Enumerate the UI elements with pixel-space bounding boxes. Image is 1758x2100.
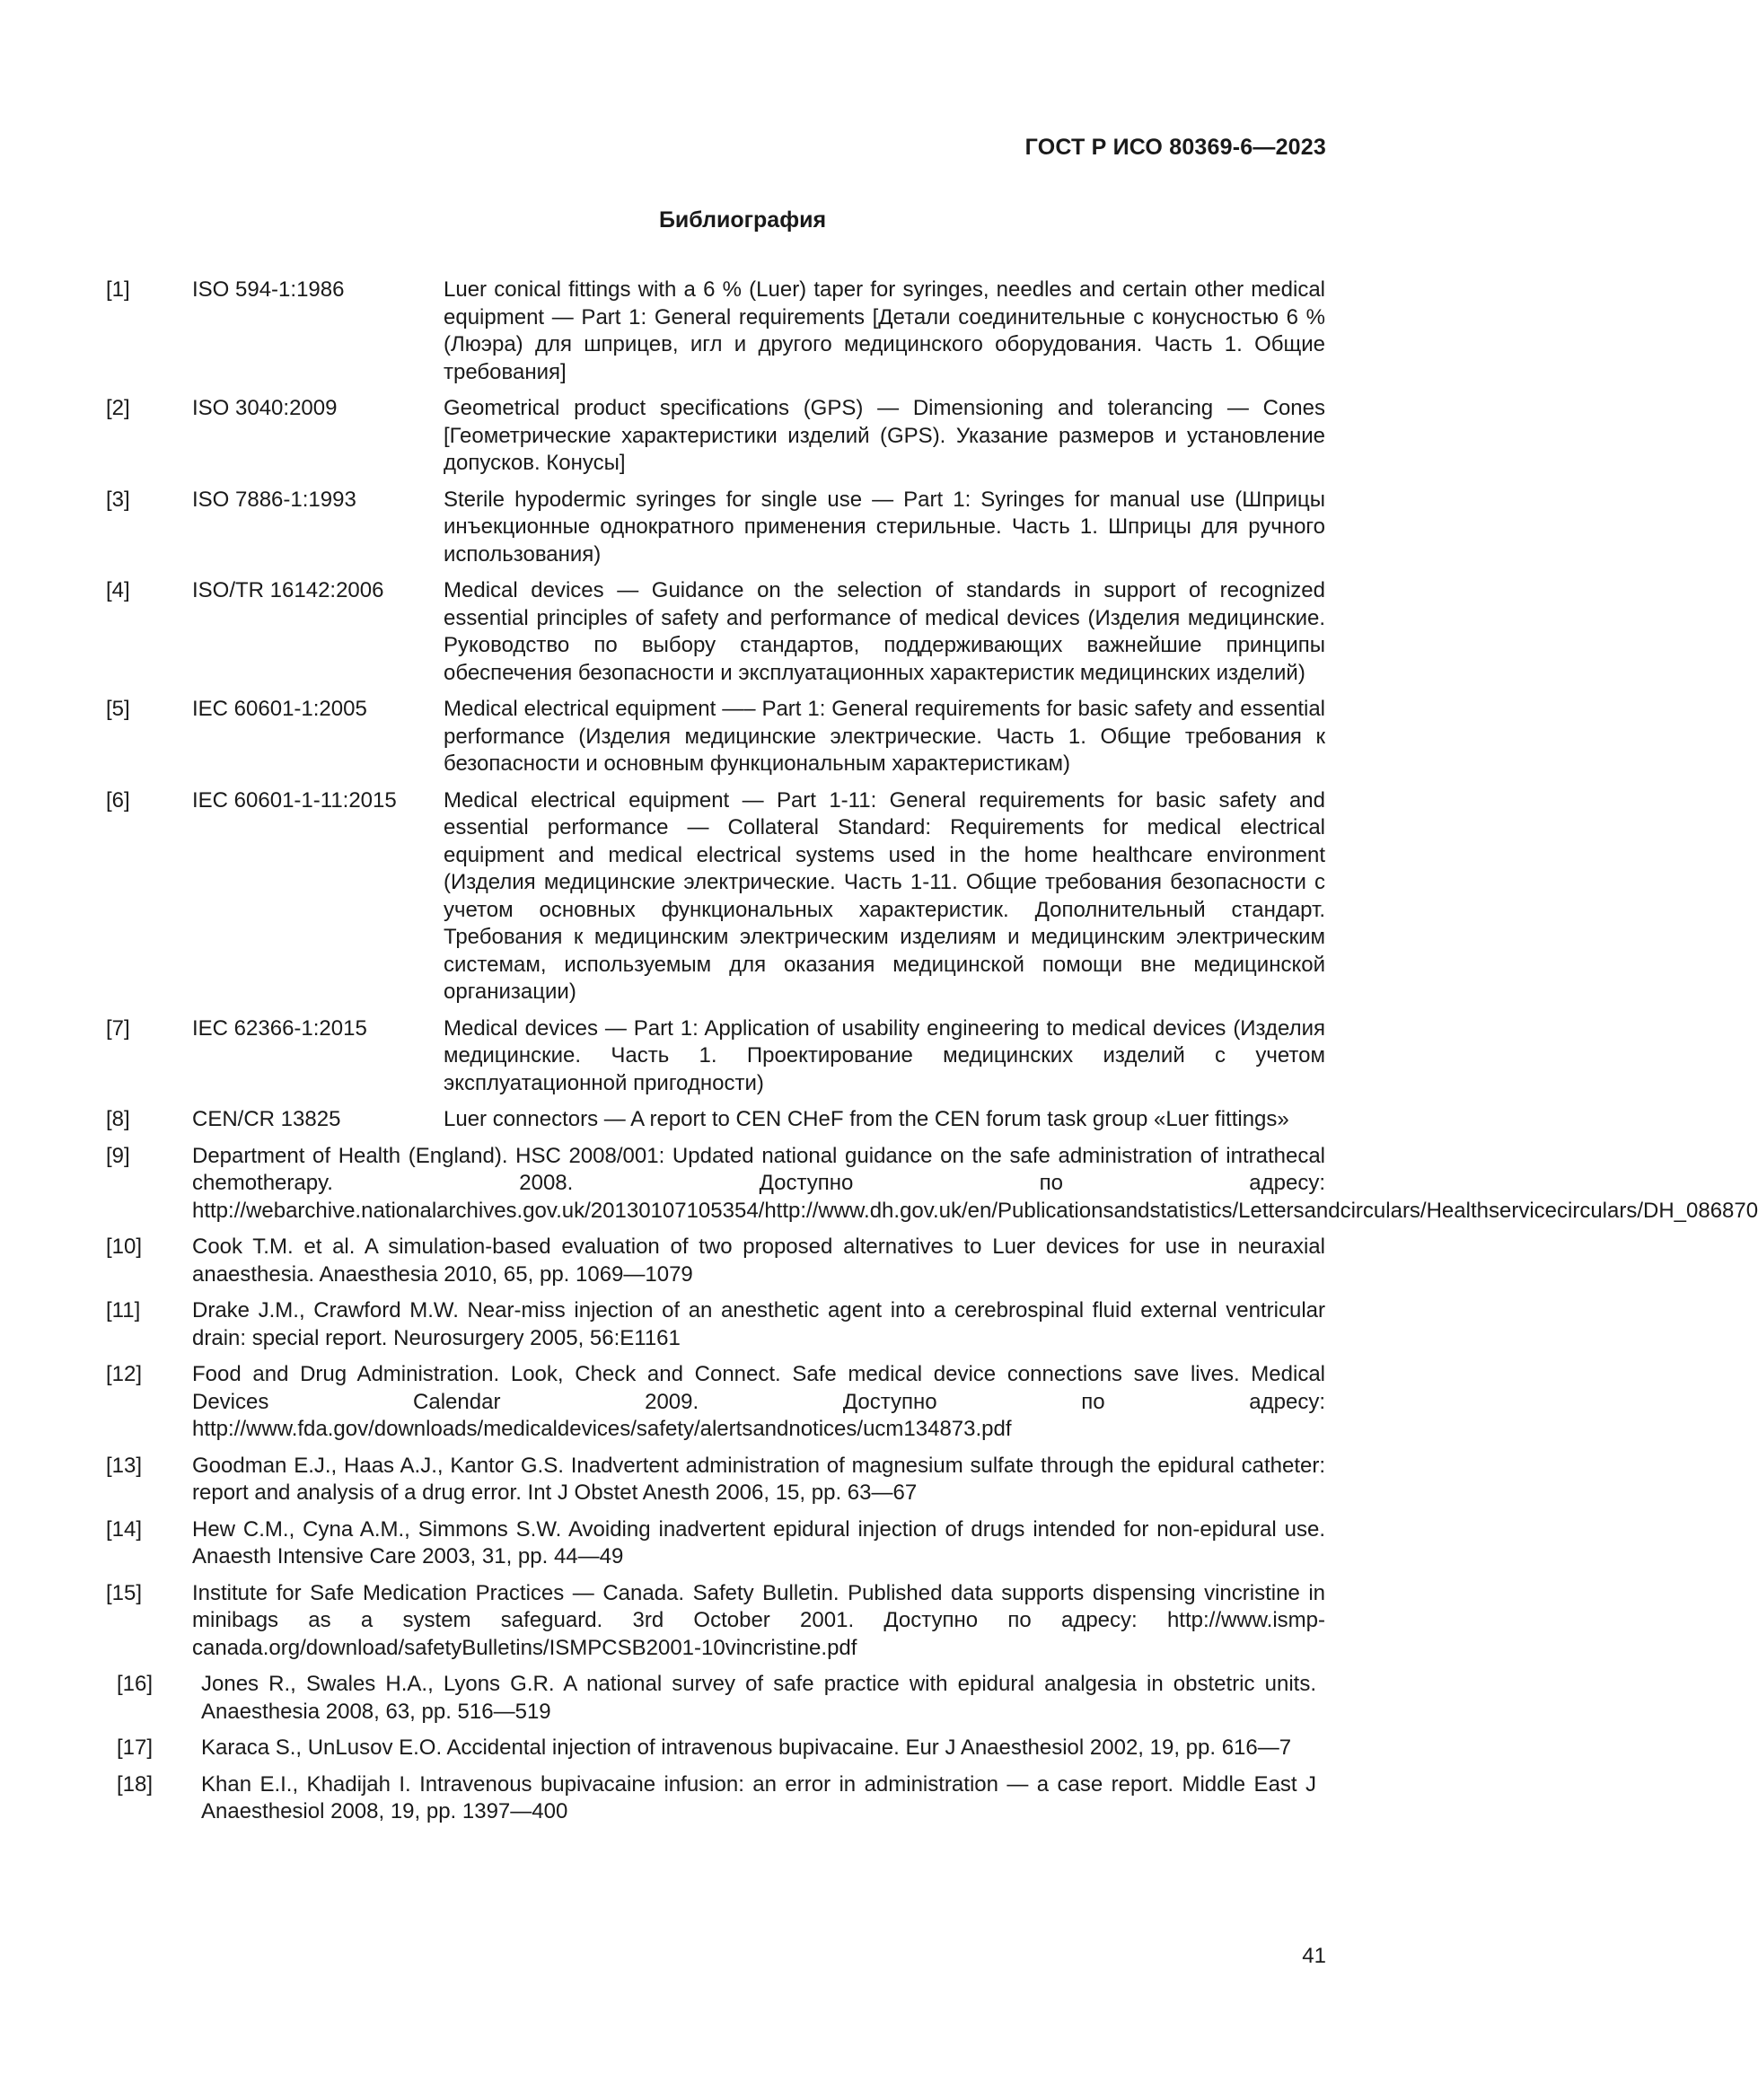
entry-number: [11] <box>106 1298 141 1322</box>
entry-text: Luer conical fittings with a 6 % (Luer) taper for syringes, needles and certain other medical equipment — Part 1: General requirements [Детали соединительные с конусностью 6 % (Люэра) для шприцев, игл и другого медицинского оборудования. Часть 1. Общие требования] <box>444 277 1325 384</box>
entry-text: Khan E.I., Khadijah I. Intravenous bupivacaine infusion: an error in administration — a case report. Middle East J Anaesthesiol 2008, 19, pp. 1397—400 <box>201 1771 1316 1823</box>
bibliography-entry <box>106 1143 1758 1226</box>
entry-text: Medical electrical equipment — Part 1-11: General requirements for basic safety and essential performance — Collateral Standard: Requirements for medical electrical equipment and medical electrical systems used in the home healthcare environment (Изделия медицинские электрические. Часть 1-11. Общие требования безопасности с учетом основных функциональных характеристик. Дополнительный стандарт. Требования к медицинским электрическим изделиям и медицинским электрическим системам, используемым для оказания медицинской помощи вне медицинской организации) <box>444 787 1325 1004</box>
entry-text: Medical devices — Part 1: Application of usability engineering to medical devices (Изделия медицинские. Часть 1. Проектирование медицинских изделий с учетом эксплуатационной пригодности) <box>444 1015 1325 1095</box>
page-title: Библиография <box>658 207 827 233</box>
entry-number: [8] <box>106 1107 130 1131</box>
bibliography-entry <box>106 1771 1325 1826</box>
bibliography-entry <box>106 277 1325 386</box>
bibliography-entry <box>106 1297 1325 1352</box>
entry-text: Medical devices — Guidance on the selection of standards in support of recognized essential principles of safety and performance of medical devices (Изделия медицинские. Руководство по выбору стандартов, поддерживающих важнейшие принципы обеспечения безопасности и эксплуатационных характеристик медицинских изделий) <box>444 578 1325 685</box>
entry-standard-code: ISO 7886-1:1993 <box>192 487 356 512</box>
entry-number: [6] <box>106 787 130 813</box>
bibliography-entry <box>106 577 1325 687</box>
bibliography-entry <box>106 1106 1325 1134</box>
entry-standard-code: ISO/TR 16142:2006 <box>192 578 384 602</box>
entry-number: [16] <box>117 1672 154 1696</box>
entry-number: [4] <box>106 578 130 602</box>
entry-number: [9] <box>106 1143 130 1168</box>
entry-number: [7] <box>106 1015 130 1041</box>
entry-number: [10] <box>106 1235 143 1259</box>
entry-text: Goodman E.J., Haas A.J., Kantor G.S. Inadvertent administration of magnesium sulfate through the epidural catheter: report and analysis of a drug error. Int J Obstet Anesth 2006, 15, pp. 63—67 <box>192 1453 1325 1505</box>
entry-number: [15] <box>106 1580 143 1605</box>
entry-text: Luer connectors — A report to CEN CHeF from the CEN forum task group «Luer fittings» <box>444 1107 1289 1131</box>
bibliography-entry <box>106 1015 1325 1098</box>
entry-number: [2] <box>106 396 130 420</box>
entry-text: Sterile hypodermic syringes for single use — Part 1: Syringes for manual use (Шприцы инъекционные однократного применения стерильные. Часть 1. Шприцы для ручного использования) <box>444 487 1325 567</box>
entry-number: [13] <box>106 1453 143 1478</box>
bibliography-entry <box>106 1361 1325 1444</box>
bibliography-entry <box>106 787 1325 1006</box>
bibliography-entry <box>106 1735 1325 1762</box>
bibliography-list <box>106 277 1758 1835</box>
entry-standard-code: ISO 3040:2009 <box>192 396 338 420</box>
bibliography-entry <box>106 395 1325 478</box>
entry-text: Drake J.M., Crawford M.W. Near-miss injection of an anesthetic agent into a cerebrospinal fluid external ventricular drain: special report. Neurosurgery 2005, 56:E1161 <box>192 1298 1325 1350</box>
entry-standard-code: IEC 62366-1:2015 <box>192 1015 367 1041</box>
entry-text: Jones R., Swales H.A., Lyons G.R. A national survey of safe practice with epidural analgesia in obstetric units. Anaesthesia 2008, 63, pp. 516—519 <box>201 1672 1316 1724</box>
bibliography-entry <box>106 1671 1325 1726</box>
entry-number: [5] <box>106 697 130 721</box>
bibliography-entry <box>106 1234 1325 1288</box>
bibliography-entry <box>106 1453 1325 1507</box>
entry-standard-code: IEC 60601-1-11:2015 <box>192 787 397 813</box>
entry-standard-code: IEC 60601-1:2005 <box>192 697 367 721</box>
bibliography-entry <box>106 1516 1325 1571</box>
entry-text: Medical electrical equipment —– Part 1: General requirements for basic safety and essential performance (Изделия медицинские электрические. Часть 1. Общие требования к безопасности и основным функциональным характеристикам) <box>444 697 1325 776</box>
entry-text: Geometrical product specifications (GPS) — Dimensioning and tolerancing — Cones [Геометрические характеристики изделий (GPS). Указание размеров и установление допусков. Конусы] <box>444 396 1325 475</box>
document-code: ГОСТ Р ИСО 80369-6—2023 <box>1024 135 1326 160</box>
bibliography-entry <box>106 696 1325 778</box>
entry-text: Department of Health (England). HSC 2008/001: Updated national guidance on the safe administration of intrathecal chemotherapy. 2008. Доступно по адресу: http://webarchive.nationalarchives.gov.uk/20130107105354/http://www.dh.gov.uk/en/Publicationsandstatistics/Lettersandcirculars/Healthservicecirculars/DH_086870 <box>192 1143 1758 1223</box>
entry-text: Karaca S., UnLusov E.O. Accidental injection of intravenous bupivacaine. Eur J Anaesthesiol 2002, 19, pp. 616—7 <box>201 1735 1292 1760</box>
bibliography-entry <box>106 487 1325 569</box>
entry-number: [12] <box>106 1362 143 1386</box>
entry-number: [18] <box>117 1771 154 1797</box>
page-number: 41 <box>1302 1944 1326 1968</box>
bibliography-entry <box>106 1580 1325 1663</box>
entry-number: [3] <box>106 487 130 512</box>
entry-text: Cook T.M. et al. A simulation-based evaluation of two proposed alternatives to Luer devices for use in neuraxial anaesthesia. Anaesthesia 2010, 65, pp. 1069—1079 <box>192 1235 1325 1287</box>
entry-text: Institute for Safe Medication Practices — Canada. Safety Bulletin. Published data supports dispensing vincristine in minibags as a system safeguard. 3rd October 2001. Доступно по адресу: http://www.ismp-canada.org/download/safetyBulletins/ISMPCSB2001-10vincristine.pdf <box>192 1580 1325 1660</box>
entry-standard-code: ISO 594-1:1986 <box>192 277 345 302</box>
entry-standard-code: CEN/CR 13825 <box>192 1107 341 1131</box>
entry-number: [17] <box>117 1735 154 1760</box>
entry-text: Food and Drug Administration. Look, Check and Connect. Safe medical device connections save lives. Medical Devices Calendar 2009. Доступно по адресу: http://www.fda.gov/downloads/medicaldevices/safety/alertsandnotices/ucm134873.pdf <box>192 1362 1325 1441</box>
entry-number: [1] <box>106 277 130 302</box>
entry-number: [14] <box>106 1516 143 1542</box>
entry-text: Hew C.M., Cyna A.M., Simmons S.W. Avoiding inadvertent epidural injection of drugs intended for non-epidural use. Anaesth Intensive Care 2003, 31, pp. 44—49 <box>192 1516 1325 1568</box>
